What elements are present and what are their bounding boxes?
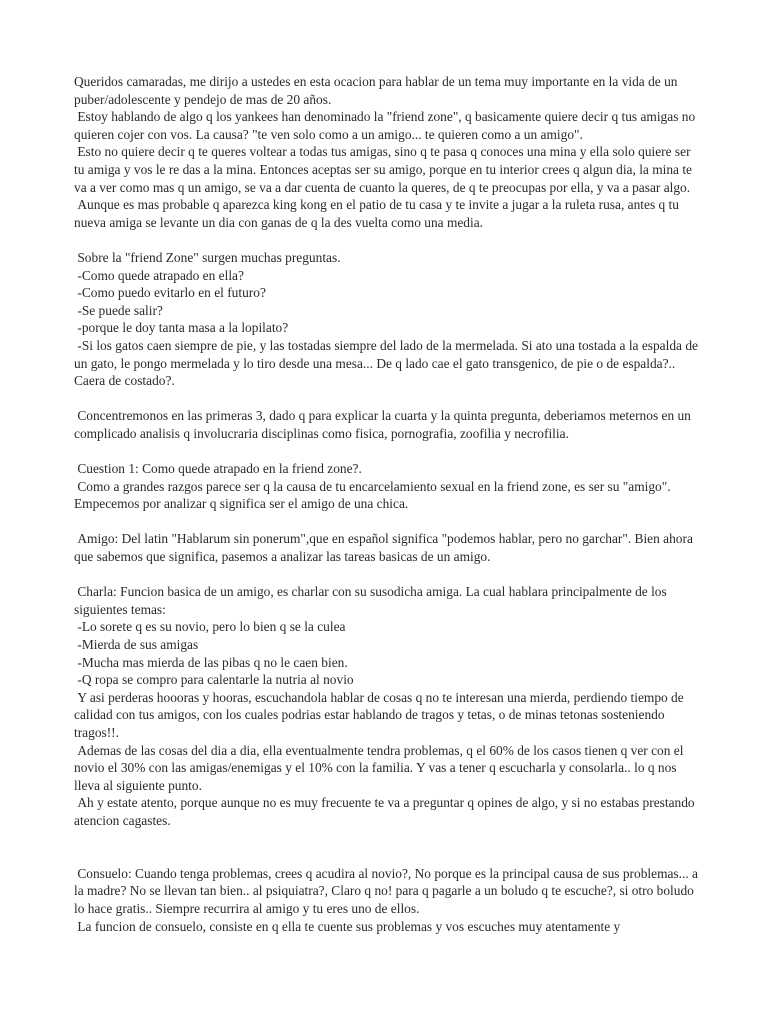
paragraph-consuelo-function: La funcion de consuelo, consiste en q ella te cuente sus problemas y vos escuches muy atentamente y: [74, 918, 621, 934]
paragraph-king-kong: Aunque es mas probable q aparezca king kong en el patio de tu casa y te invite a jugar a la ruleta rusa, antes q tu nueva amiga se levante un dia con ganas de q la des vuelta como una media.: [74, 197, 683, 230]
list-item: -porque le doy tanta masa a la lopilato?: [74, 320, 289, 336]
list-item: -Como quede atrapado en ella?: [74, 267, 244, 283]
blank-line: [74, 442, 700, 460]
paragraph-charla: Charla: Funcion basica de un amigo, es charlar con su susodicha amiga. La cual hablara principalmente de los siguientes temas:: [74, 584, 671, 617]
paragraph-friend-zone-definition: Estoy hablando de algo q los yankees han denominado la "friend zone", q basicamente quiere decir q tus amigas no quieren cojer con vos. La causa? "te ven solo como a un amigo... te quieren como a un amigo".: [74, 109, 699, 142]
list-item: -Mucha mas mierda de las pibas q no le caen bien.: [74, 654, 348, 670]
list-item: -Como puedo evitarlo en el futuro?: [74, 285, 266, 301]
paragraph-explanation: Esto no quiere decir q te queres voltear a todas tus amigas, sino q te pasa q conoces una mina y ella solo quiere ser tu amiga y vos le re das a la mina. Entonces aceptas ser su amigo, porque en tu interior crees q algun dia, la mina te va a ver como mas q un amigo, se va a dar cuenta de cuanto la queres, de q te preocupas por ella, y va a pasar algo.: [74, 144, 696, 195]
section-heading-cuestion-1: Cuestion 1: Como quede atrapado en la friend zone?.: [74, 461, 362, 477]
list-item: -Si los gatos caen siempre de pie, y las tostadas siempre del lado de la mermelada. Si ato una tostada a la espalda de un gato, le pongo mermelada y lo tiro desde una mesa... De q lado cae el gato transgenico, de pie o de espalda?.. Caera de costado?.: [74, 337, 702, 389]
blank-line: [74, 390, 700, 408]
blank-line: [74, 231, 700, 249]
list-item: -Se puede salir?: [74, 302, 163, 318]
paragraph-questions-intro: Sobre la "friend Zone" surgen muchas preguntas.: [74, 249, 341, 265]
list-item: -Lo sorete q es su novio, pero lo bien q se la culea: [74, 619, 346, 635]
paragraph-problems: Ademas de las cosas del dia a dia, ella eventualmente tendra problemas, q el 60% de los casos tienen q ver con el novio el 30% con las amigas/enemigas y el 10% con la familia. Y vas a tener q escucharla y consolarla.. lo q nos lleva al siguiente punto.: [74, 742, 687, 793]
blank-line: [74, 830, 700, 865]
list-item: -Mierda de sus amigas: [74, 637, 199, 652]
paragraph-intro: Queridos camaradas, me dirijo a ustedes en esta ocacion para hablar de un tema muy importante en la vida de un puber/adolescente y pendejo de mas de 20 años.: [74, 74, 681, 107]
blank-line: [74, 513, 700, 531]
blank-line: [74, 566, 700, 584]
paragraph-focus: Concentremonos en las primeras 3, dado q para explicar la cuarta y la quinta pregunta, deberiamos meternos en un complicado analisis q involucraria disciplinas como fisica, pornografia, zoofilia y necrofilia.: [74, 408, 695, 441]
paragraph-cause: Como a grandes razgos parece ser q la causa de tu encarcelamiento sexual en la friend zone, es ser su "amigo". Empecemos por analizar q significa ser el amigo de una chica.: [74, 478, 674, 512]
paragraph-amigo-definition: Amigo: Del latin "Hablarum sin ponerum",que en español significa "podemos hablar, pero no garchar". Bien ahora que sabemos que significa, pasemos a analizar las tareas basicas de un amigo.: [74, 531, 697, 565]
paragraph-attention: Ah y estate atento, porque aunque no es muy frecuente te va a preguntar q opines de algo, y si no estabas prestando atencion cagastes.: [74, 795, 698, 828]
paragraph-consuelo: Consuelo: Cuando tenga problemas, crees q acudira al novio?, No porque es la principal causa de sus problemas... a la madre? No se llevan tan bien.. al psiquiatra?, Claro q no! para q pagarle a un boludo q te escuche?, si otro boludo lo hace gratis.. Siempre recurrira al amigo y tu eres uno de ellos.: [74, 865, 702, 916]
document-body: [74, 73, 700, 935]
list-item: -Q ropa se compro para calentarle la nutria al novio: [74, 672, 354, 688]
paragraph-hours: Y asi perderas hoooras y hooras, escuchandola hablar de cosas q no te interesan una mierda, perdiendo tiempo de calidad con tus amigos, con los cuales podrias estar hablando de tragos y tetas, o de minas tetonas sosteniendo tragos!!.: [74, 689, 688, 740]
